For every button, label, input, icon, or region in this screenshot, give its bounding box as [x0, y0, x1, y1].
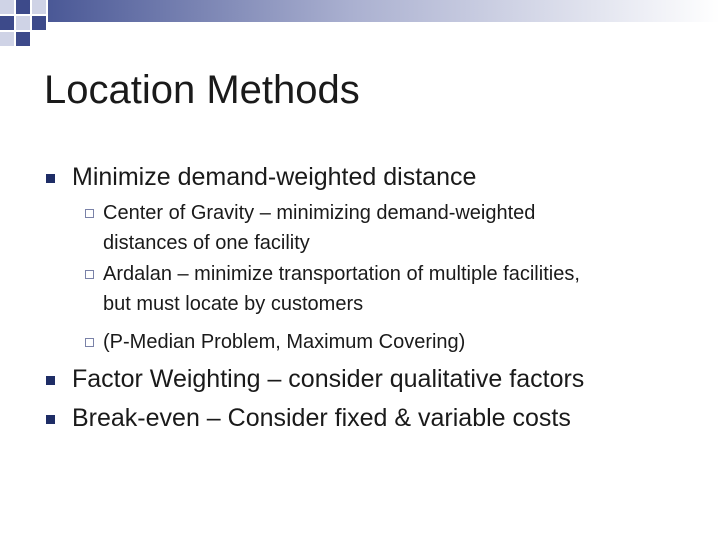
filled-square-icon	[46, 376, 55, 385]
sub-bullet-item	[103, 327, 693, 357]
bullet-item: Minimize demand-weighted distance	[72, 163, 477, 191]
hollow-square-icon	[85, 209, 94, 218]
bullet-item: Factor Weighting – consider qualitative factors	[72, 365, 585, 393]
hollow-square-icon	[85, 338, 94, 347]
filled-square-icon	[46, 415, 55, 424]
sub-bullet-line: distances of one facility	[103, 232, 310, 254]
sub-bullet-item	[103, 259, 693, 319]
sub-bullet-line: Center of Gravity – minimizing demand-weighted	[103, 202, 536, 224]
filled-square-icon	[46, 174, 55, 183]
sub-bullet-line: but must locate by customers	[103, 293, 364, 315]
bullet-item: Break-even – Consider fixed & variable costs	[72, 404, 571, 432]
slide-title: Location Methods	[44, 68, 360, 112]
sub-bullet-line: Ardalan – minimize transportation of multiple facilities,	[103, 263, 580, 285]
sub-bullet-item	[103, 198, 693, 258]
decorative-header-strip	[0, 0, 720, 48]
header-gradient-graphic	[0, 0, 720, 48]
sub-bullet-line: (P-Median Problem, Maximum Covering)	[103, 331, 466, 353]
hollow-square-icon	[85, 270, 94, 279]
